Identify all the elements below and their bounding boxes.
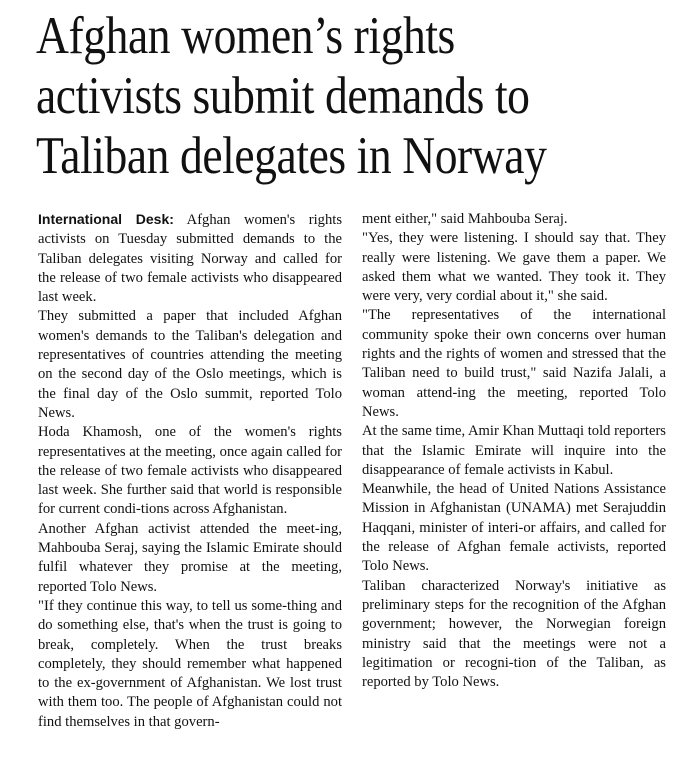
headline-line: Afghan women’s rights — [36, 7, 455, 65]
article-paragraph: Meanwhile, the head of United Nations Assistance Mission in Afghanistan (UNAMA) met Serajuddin Haqqani, minister of interi-or affairs, and called for the release of Afghan female activists, reported Tolo News. — [362, 481, 666, 575]
article-paragraph: ment either," said Mahbouba Seraj. — [362, 211, 568, 227]
article-paragraph: "If they continue this way, to tell us some-thing and do something else, that's when the trust is going to break, completely. When the trust breaks completely, they should remember what happened to the ex-government of Afghanistan. We lost trust with them too. The people of Afghanistan could not find themselves in that govern- — [38, 597, 342, 730]
article-paragraph: "Yes, they were listening. I should say that. They really were listening. We gave them a paper. We asked them what we wanted. They took it. They were very, very cordial about it," she said. — [362, 230, 666, 305]
headline — [36, 6, 578, 186]
article-paragraph: Hoda Khamosh, one of the women's rights representatives at the meeting, once again called for the release of two female activists who disappeared last week. She further said that world is responsible for current condi-tions across Afghanistan. — [38, 424, 342, 518]
article-column-left — [38, 210, 342, 732]
dateline: International Desk: — [38, 211, 174, 227]
article-paragraph: Another Afghan activist attended the meet-ing, Mahbouba Seraj, saying the Islamic Emirate should fulfil whatever they promise at the meeting, reported Tolo News. — [38, 520, 342, 595]
headline-line: activists submit demands to — [36, 67, 530, 125]
article-paragraph: At the same time, Amir Khan Muttaqi told reporters that the Islamic Emirate will inquire into the disappearance of female activists in Kabul. — [362, 423, 666, 478]
paragraph-text: Afghan women's rights activists on Tuesday submitted demands to the Taliban delegates visiting Norway and called for the release of two female activists who disappeared last week. — [38, 212, 343, 306]
article-paragraph: "The representatives of the international community spoke their own concerns over human rights and the rights of women and stressed that the Taliban need to build trust," said Nazifa Jalali, a woman attend-ing the meeting, reported Tolo News. — [362, 307, 666, 420]
article-paragraph: They submitted a paper that included Afghan women's demands to the Taliban's delegation and representatives of countries attending the meeting on the second day of the Oslo meetings, which is the final day of the Oslo summit, reported Tolo News. — [38, 308, 342, 421]
headline-line: Taliban delegates in Norway — [36, 127, 547, 185]
article-paragraph — [38, 210, 342, 307]
article-column-right — [362, 210, 666, 692]
article-paragraph: Taliban characterized Norway's initiative as preliminary steps for the recognition of the Afghan government; however, the Norwegian foreign ministry said that the meetings were not a legitimation or recogni-tion of the Taliban, as reported by Tolo News. — [362, 577, 666, 691]
